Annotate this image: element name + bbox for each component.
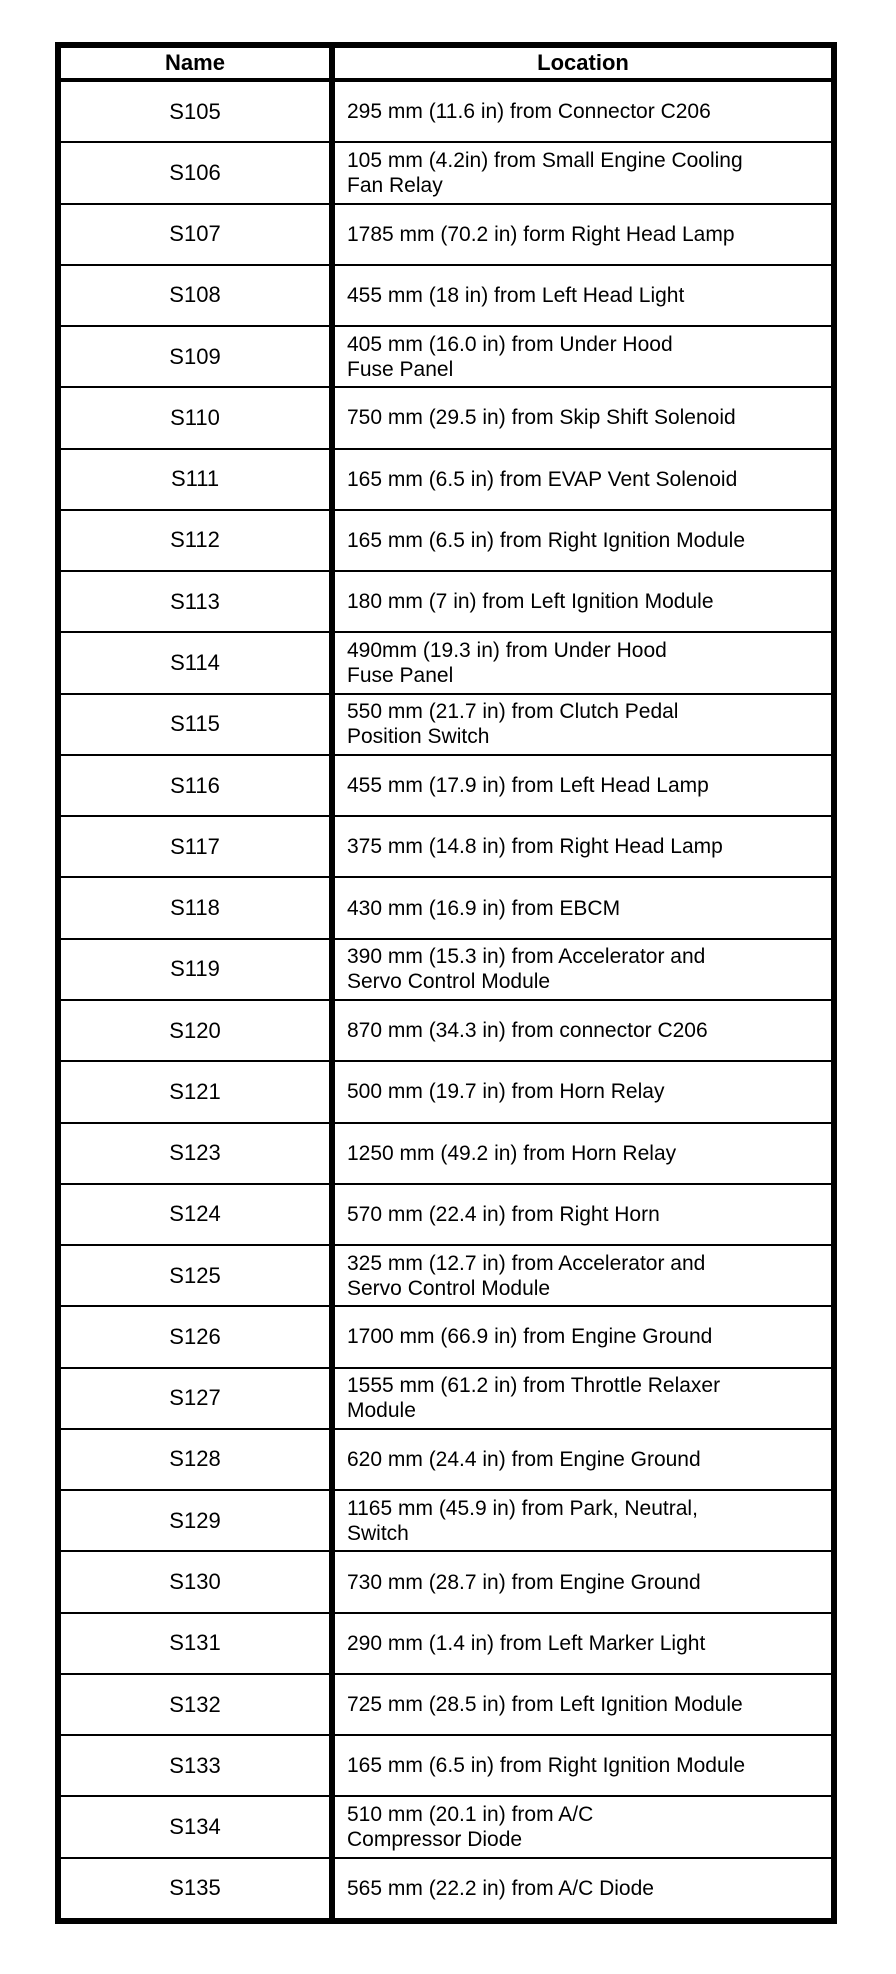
table-row [61, 1797, 831, 1858]
table-row [61, 1736, 831, 1797]
splice-name-cell: S109 [61, 327, 335, 386]
splice-name-cell: S128 [61, 1430, 335, 1489]
splice-location-cell: 490mm (19.3 in) from Under Hood Fuse Panel [347, 639, 667, 688]
table-row [61, 1491, 831, 1552]
splice-name-cell: S117 [61, 817, 335, 876]
splice-location-cell: 1785 mm (70.2 in) form Right Head Lamp [347, 222, 735, 246]
splice-name-cell: S105 [61, 82, 335, 141]
splice-name-cell: S113 [61, 572, 335, 631]
splice-name-cell: S135 [61, 1859, 335, 1918]
table-row [61, 695, 831, 756]
splice-location-cell: 455 mm (18 in) from Left Head Light [347, 283, 685, 307]
splice-location-cell: 295 mm (11.6 in) from Connector C206 [347, 100, 711, 124]
splice-location-cell: 405 mm (16.0 in) from Under Hood Fuse Panel [347, 332, 673, 381]
splice-location-cell: 565 mm (22.2 in) from A/C Diode [347, 1876, 654, 1900]
splice-name-cell: S112 [61, 511, 335, 570]
splice-location-cell: 1700 mm (66.9 in) from Engine Ground [347, 1325, 713, 1349]
splice-location-cell: 290 mm (1.4 in) from Left Marker Light [347, 1631, 706, 1655]
table-row [61, 205, 831, 266]
table-row [61, 143, 831, 204]
splice-location-cell: 870 mm (34.3 in) from connector C206 [347, 1019, 708, 1043]
table-row [61, 1859, 831, 1918]
splice-location-cell: 375 mm (14.8 in) from Right Head Lamp [347, 835, 723, 859]
splice-name-cell: S115 [61, 695, 335, 754]
location-column-header: Location [537, 50, 629, 75]
table-row [61, 511, 831, 572]
splice-name-cell: S126 [61, 1307, 335, 1366]
splice-location-cell: 1555 mm (61.2 in) from Throttle Relaxer Module [347, 1374, 721, 1423]
splice-location-cell: 1165 mm (45.9 in) from Park, Neutral, Switch [347, 1496, 698, 1545]
table-row [61, 756, 831, 817]
splice-name-cell: S121 [61, 1062, 335, 1121]
splice-name-cell: S120 [61, 1001, 335, 1060]
splice-location-cell: 570 mm (22.4 in) from Right Horn [347, 1202, 660, 1226]
splice-location-table [55, 42, 837, 1924]
splice-location-cell: 750 mm (29.5 in) from Skip Shift Solenoid [347, 406, 736, 430]
table-row [61, 878, 831, 939]
splice-location-cell: 1250 mm (49.2 in) from Horn Relay [347, 1141, 677, 1165]
splice-location-cell: 180 mm (7 in) from Left Ignition Module [347, 590, 714, 614]
table-row [61, 1001, 831, 1062]
splice-location-cell: 165 mm (6.5 in) from EVAP Vent Solenoid [347, 467, 738, 491]
table-row [61, 1614, 831, 1675]
splice-name-cell: S133 [61, 1736, 335, 1795]
splice-name-cell: S118 [61, 878, 335, 937]
table-row [61, 1062, 831, 1123]
splice-name-cell: S123 [61, 1124, 335, 1183]
splice-location-cell: 325 mm (12.7 in) from Accelerator and Servo Control Module [347, 1251, 706, 1300]
table-row [61, 327, 831, 388]
splice-name-cell: S132 [61, 1675, 335, 1734]
splice-name-cell: S130 [61, 1552, 335, 1611]
splice-name-cell: S131 [61, 1614, 335, 1673]
splice-name-cell: S134 [61, 1797, 335, 1856]
table-row [61, 1124, 831, 1185]
splice-location-cell: 390 mm (15.3 in) from Accelerator and Servo Control Module [347, 945, 706, 994]
table-row [61, 1430, 831, 1491]
table-row [61, 82, 831, 143]
table-row [61, 940, 831, 1001]
splice-location-cell: 105 mm (4.2in) from Small Engine Cooling Fan Relay [347, 148, 743, 197]
table-row [61, 1369, 831, 1430]
name-column-header: Name [61, 48, 335, 78]
splice-location-cell: 165 mm (6.5 in) from Right Ignition Module [347, 528, 746, 552]
splice-name-cell: S129 [61, 1491, 335, 1550]
table-header [61, 48, 831, 82]
splice-name-cell: S127 [61, 1369, 335, 1428]
splice-location-cell: 725 mm (28.5 in) from Left Ignition Module [347, 1693, 743, 1717]
table-row [61, 388, 831, 449]
table-row [61, 1552, 831, 1613]
table-body [61, 82, 831, 1918]
splice-name-cell: S111 [61, 450, 335, 509]
splice-location-cell: 165 mm (6.5 in) from Right Ignition Module [347, 1754, 746, 1778]
splice-name-cell: S114 [61, 633, 335, 692]
splice-name-cell: S124 [61, 1185, 335, 1244]
splice-name-cell: S125 [61, 1246, 335, 1305]
splice-location-cell: 510 mm (20.1 in) from A/C Compressor Diode [347, 1803, 594, 1852]
splice-location-cell: 730 mm (28.7 in) from Engine Ground [347, 1570, 701, 1594]
splice-name-cell: S107 [61, 205, 335, 264]
table-row [61, 1675, 831, 1736]
splice-location-cell: 620 mm (24.4 in) from Engine Ground [347, 1447, 701, 1471]
splice-name-cell: S119 [61, 940, 335, 999]
table-row [61, 1307, 831, 1368]
splice-location-cell: 430 mm (16.9 in) from EBCM [347, 896, 621, 920]
table-row [61, 1185, 831, 1246]
table-row [61, 266, 831, 327]
table-row [61, 572, 831, 633]
splice-location-cell: 455 mm (17.9 in) from Left Head Lamp [347, 774, 709, 798]
table-row [61, 633, 831, 694]
table-row [61, 450, 831, 511]
splice-location-cell: 550 mm (21.7 in) from Clutch Pedal Position Switch [347, 700, 679, 749]
table-row [61, 1246, 831, 1307]
table-row [61, 817, 831, 878]
splice-name-cell: S106 [61, 143, 335, 202]
splice-name-cell: S116 [61, 756, 335, 815]
splice-name-cell: S110 [61, 388, 335, 447]
splice-name-cell: S108 [61, 266, 335, 325]
splice-location-cell: 500 mm (19.7 in) from Horn Relay [347, 1080, 665, 1104]
